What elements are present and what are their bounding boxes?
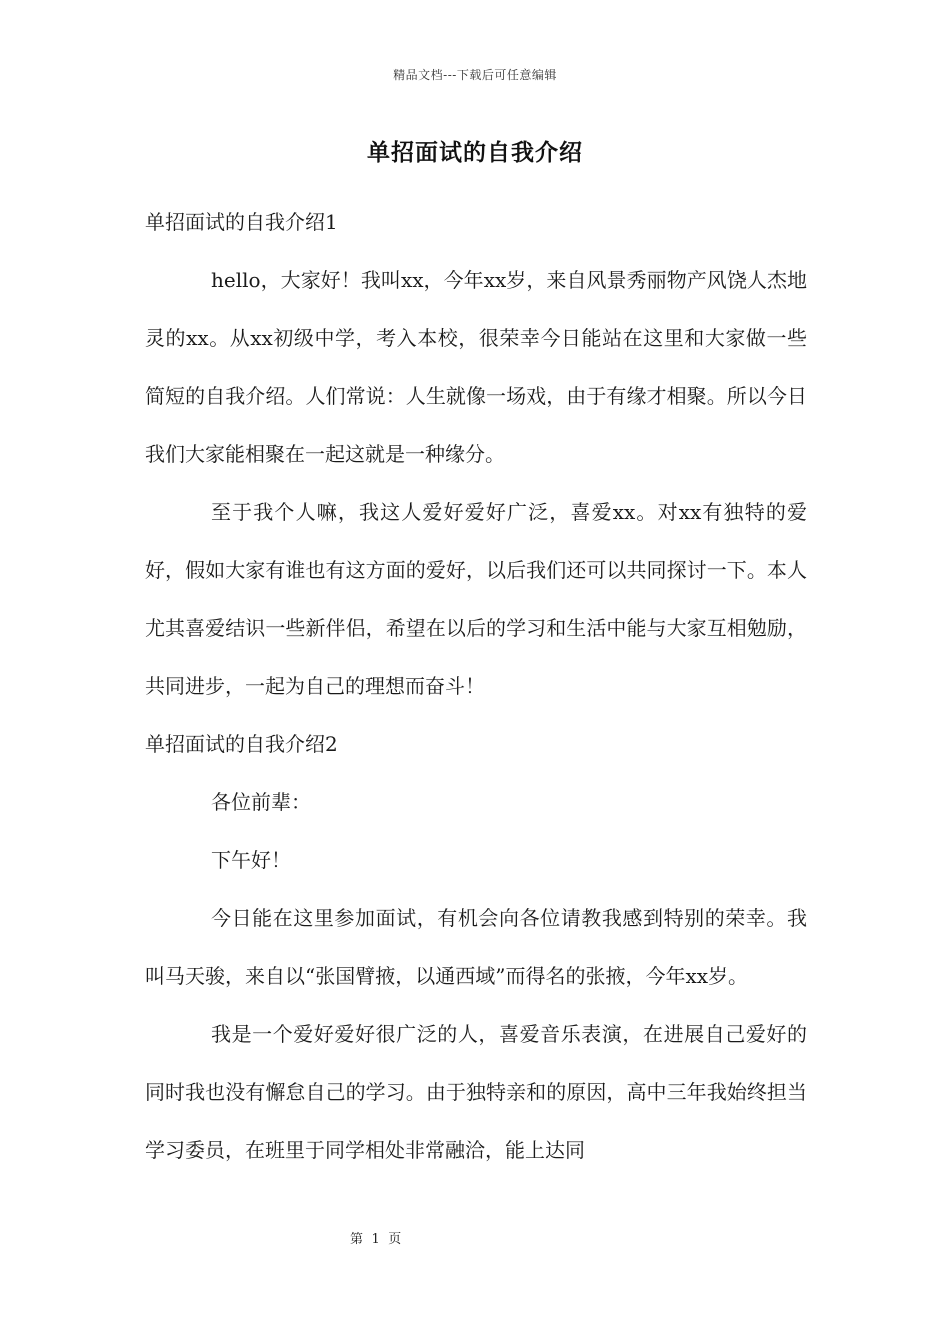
document-title: 单招面试的自我介绍 (367, 139, 583, 166)
paragraph: 今日能在这里参加面试，有机会向各位请教我感到特别的荣幸。我叫马天骏，来自以“张国臂掖，以通西域”而得名的张掖，今年xx岁。 (145, 906, 807, 988)
page-number-suffix: 页 (388, 1232, 402, 1247)
section-heading-2: 单招面试的自我介绍2 (145, 732, 338, 756)
page-number-prefix: 第 (350, 1232, 364, 1247)
page-number-footer (350, 1228, 402, 1247)
paragraph: 我是一个爱好爱好很广泛的人，喜爱音乐表演，在进展自己爱好的同时我也没有懈怠自己的学习。由于独特亲和的原因，高中三年我始终担当学习委员，在班里于同学相处非常融洽，能上达同 (145, 1022, 807, 1162)
section-heading-1: 单招面试的自我介绍1 (145, 210, 338, 234)
page-number: 1 (371, 1232, 381, 1247)
paragraph-greeting: 各位前辈： (211, 790, 311, 814)
paragraph: 至于我个人嘛，我这人爱好爱好广泛，喜爱xx。对xx有独特的爱好，假如大家有谁也有这方面的爱好，以后我们还可以共同探讨一下。本人尤其喜爱结识一些新伴侣，希望在以后的学习和生活中能与大家互相勉励，共同进步，一起为自己的理想而奋斗！ (145, 500, 807, 698)
paragraph-greeting: 下午好！ (211, 848, 291, 872)
paragraph: hello，大家好！我叫xx，今年xx岁，来自风景秀丽物产风饶人杰地灵的xx。从xx初级中学，考入本校，很荣幸今日能站在这里和大家做一些简短的自我介绍。人们常说：人生就像一场戏，由于有缘才相聚。所以今日我们大家能相聚在一起这就是一种缘分。 (145, 268, 807, 466)
document-body (145, 193, 807, 1179)
header-note: 精品文档---下载后可任意编辑 (393, 68, 557, 82)
